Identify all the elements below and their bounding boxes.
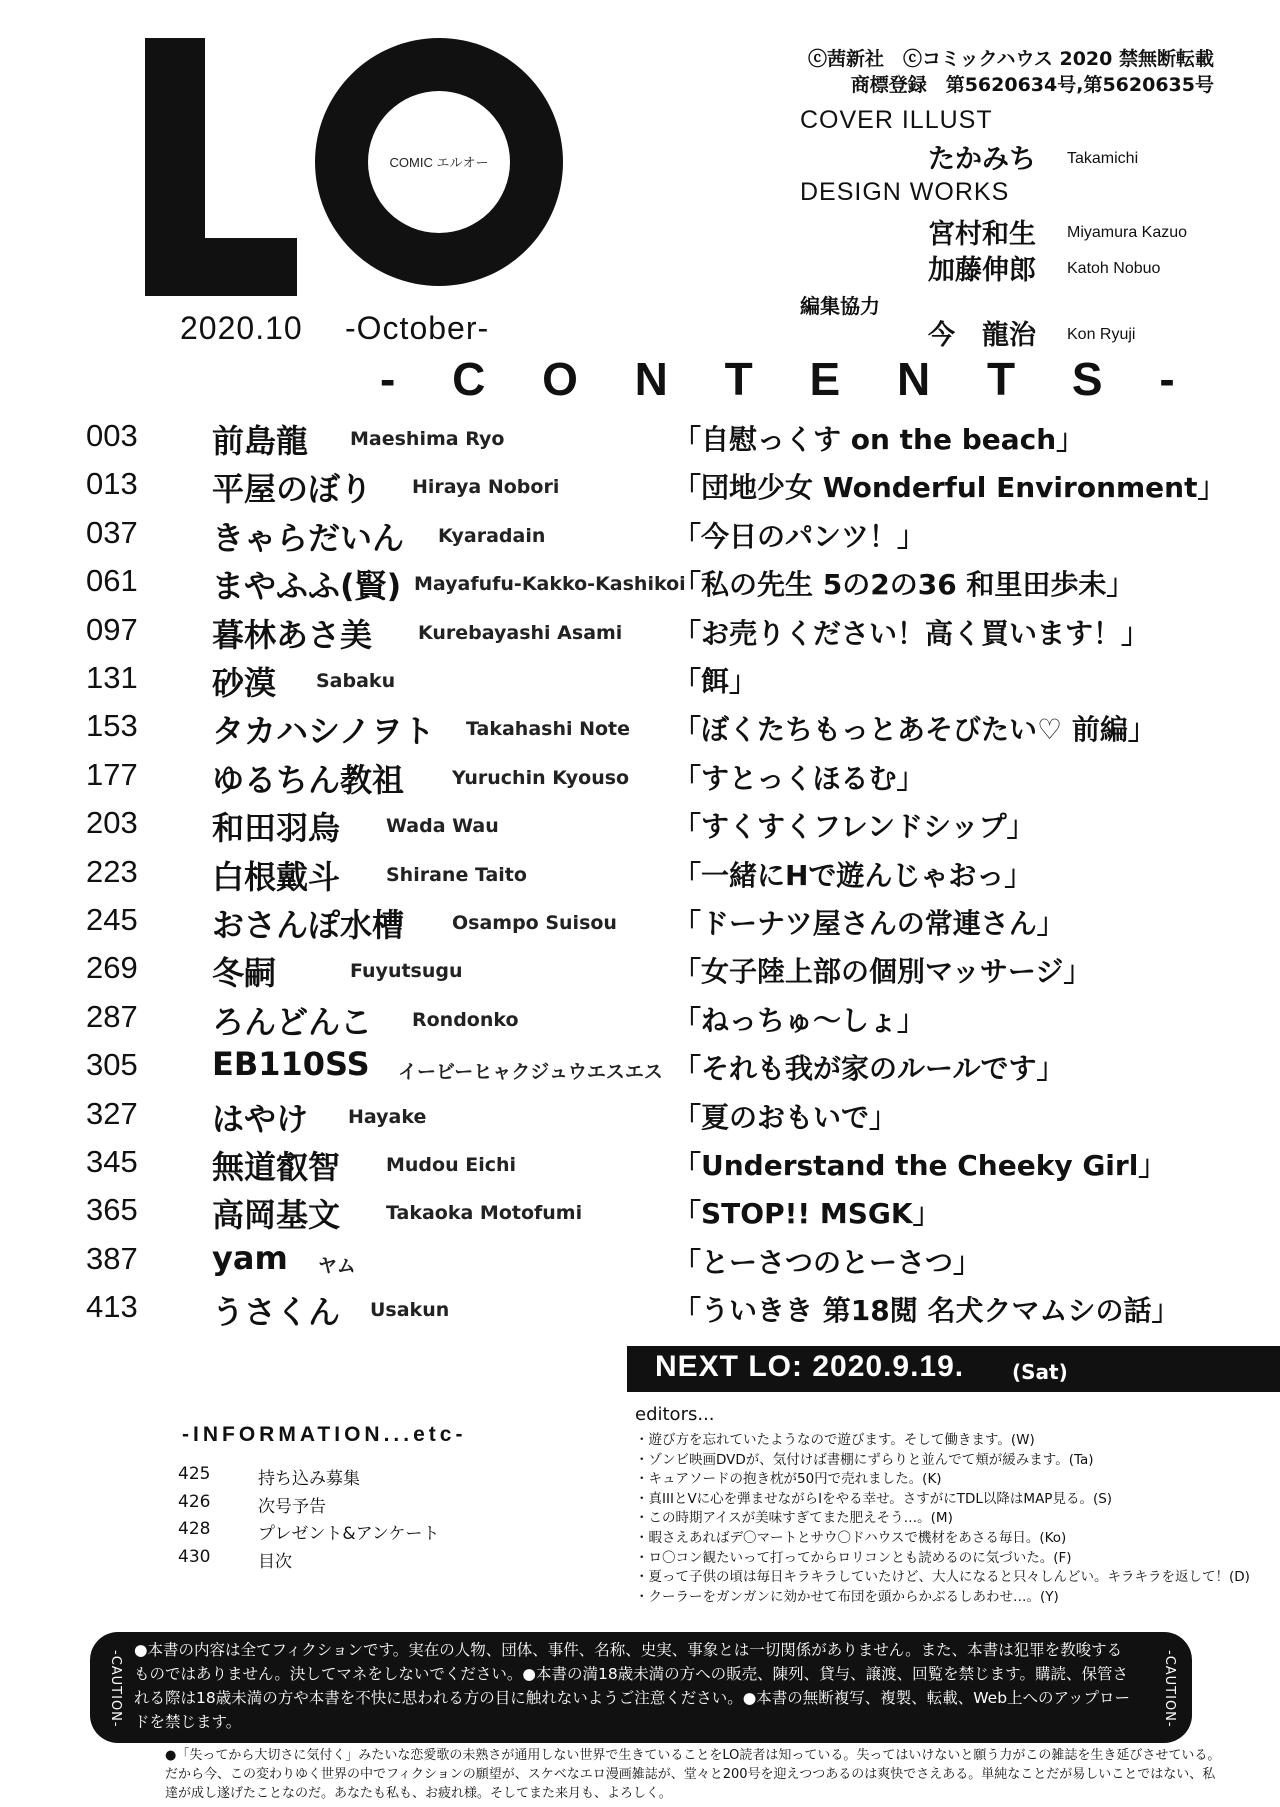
editorial-help-label: 編集協力	[800, 294, 880, 318]
issue-month: -October-	[345, 310, 490, 346]
contents-story-title: 「すくすくフレンドシップ」	[673, 810, 1035, 844]
information-page: 425	[178, 1464, 211, 1484]
contents-page-number: 365	[86, 1192, 138, 1228]
contents-author-roman: Wada Wau	[386, 815, 499, 838]
contents-page-number: 013	[86, 466, 138, 502]
contents-row	[0, 515, 1280, 563]
contents-author-roman: Kyaradain	[438, 524, 546, 547]
contents-author: ゆるちん教祖	[212, 760, 405, 799]
contents-story-title: 「ぼくたちもっとあそびたい♡ 前編」	[673, 713, 1156, 747]
contents-story-title: 「女子陸上部の個別マッサージ」	[673, 955, 1092, 989]
contents-author-roman: Hayake	[348, 1105, 427, 1128]
contents-row	[0, 1096, 1280, 1144]
contents-row	[0, 660, 1280, 708]
editor-comment: ・キュアソードの抱き枕が50円で売れました。(K)	[635, 1471, 942, 1488]
editor-comment: ・この時期アイスが美味すぎてまた肥えそう…。(M)	[635, 1510, 953, 1527]
information-page: 428	[178, 1519, 211, 1539]
editorial-help-name: 今 龍治	[928, 320, 1036, 351]
design-roman-1: Miyamura Kazuo	[1067, 224, 1188, 241]
contents-story-title: 「団地少女 Wonderful Environment」	[673, 471, 1226, 505]
contents-row	[0, 1238, 1280, 1289]
contents-page-number: 131	[86, 660, 138, 695]
contents-row	[0, 950, 1280, 998]
contents-author: 砂漠	[212, 664, 277, 702]
contents-row	[0, 1144, 1280, 1192]
contents-page-number: 327	[86, 1095, 138, 1131]
contents-page-number: 223	[86, 853, 138, 889]
editor-comment: ・ロ〇コン観たいって打ってからロリコンとも読めるのに気づいた。(F)	[635, 1549, 1072, 1566]
editor-comment: ・ゾンビ映画DVDが、気付けば書棚にずらりと並んでて頬が緩みます。(Ta)	[635, 1451, 1094, 1468]
contents-row	[0, 563, 1280, 611]
contents-author: 前島龍	[212, 422, 309, 460]
trademark-line: 商標登録 第5620634号,第5620635号	[850, 74, 1214, 96]
contents-author: 冬嗣	[212, 954, 277, 993]
contents-author: タカハシノヲト	[212, 712, 435, 751]
contents-row	[0, 708, 1280, 756]
information-item	[178, 1464, 558, 1491]
issue-date: 2020.10	[180, 310, 303, 346]
contents-story-title: 「今日のパンツ！」	[673, 519, 926, 553]
contents-author-roman: Mayafufu-Kakko-Kashikoi	[414, 573, 686, 596]
contents-page-number: 345	[86, 1144, 138, 1179]
contents-author-roman: Fuyutsugu	[350, 960, 463, 983]
contents-story-title: 「お売りください！高く買います！」	[673, 616, 1150, 650]
logo-subtitle: COMIC エルオー	[389, 155, 489, 170]
contents-page-number: 305	[86, 1047, 138, 1083]
contents-author-roman: Kurebayashi Asami	[418, 621, 623, 644]
contents-author: yam	[212, 1238, 288, 1277]
contents-row	[0, 1192, 1280, 1240]
design-name-2: 加藤伸郎	[928, 255, 1036, 286]
cover-illust-label: COVER ILLUST	[800, 106, 993, 134]
contents-page-number: 153	[86, 708, 138, 744]
editor-comment: ・遊び方を忘れていたようなので遊びます。そして働きます。(W)	[635, 1432, 1035, 1448]
contents-row	[0, 902, 1280, 950]
information-label: プレゼント&アンケート	[258, 1524, 440, 1544]
contents-story-title: 「Understand the Cheeky Girl」	[673, 1149, 1167, 1182]
contents-author-roman: Takaoka Motofumi	[386, 1202, 583, 1225]
contents-story-title: 「一緒にHで遊んじゃおっ」	[673, 858, 1033, 892]
editor-comment: ・クーラーをガンガンに効かせて布団を頭からかぶるしあわせ…。(Y)	[635, 1588, 1059, 1605]
design-roman-2: Katoh Nobuo	[1067, 260, 1161, 277]
information-item	[178, 1547, 558, 1574]
contents-story-title: 「ねっちゅ〜しょ」	[673, 1003, 926, 1037]
contents-row	[0, 805, 1280, 853]
contents-story-title: 「私の先生 5の2の36 和里田歩未」	[673, 568, 1135, 602]
contents-author: ろんどんこ	[212, 1002, 373, 1041]
contents-author: EB110SS	[212, 1045, 370, 1084]
contents-page-number: 003	[86, 418, 138, 453]
contents-author: 和田羽烏	[212, 809, 341, 848]
editor-comment: ・夏って子供の頃は毎日キラキラしていたけど、大人になると只々しんどい。キラキラを返して！(D)	[635, 1569, 1250, 1586]
contents-author-roman: Usakun	[370, 1299, 450, 1322]
contents-row	[0, 999, 1280, 1047]
information-label: 目次	[258, 1551, 292, 1572]
contents-author-roman: Sabaku	[316, 670, 396, 692]
contents-author-roman: Shirane Taito	[386, 863, 527, 886]
cover-illust-roman: Takamichi	[1067, 150, 1139, 167]
caution-side-right: -CAUTION-	[1162, 1650, 1177, 1728]
contents-page-number: 203	[86, 805, 138, 841]
contents-row	[0, 757, 1280, 805]
contents-story-title: 「餌」	[673, 665, 758, 698]
contents-story-title: 「すとっくほるむ」	[673, 761, 925, 795]
contents-story-title: 「自慰っくす on the beach」	[673, 423, 1085, 456]
contents-row	[0, 1047, 1280, 1095]
contents-author: 暮林あさ美	[212, 615, 373, 654]
contents-page-number: 245	[86, 902, 138, 937]
contents-heading: - C O N T E N T S -	[380, 353, 1197, 405]
contents-row	[0, 612, 1280, 660]
contents-story-title: 「夏のおもいで」	[673, 1100, 898, 1134]
contents-author: 白根戴斗	[212, 857, 341, 896]
contents-author: きゃらだいん	[212, 518, 405, 557]
contents-author: まやふふ(賢)	[212, 567, 402, 606]
logo-letter-l-foot	[145, 238, 297, 296]
contents-author-roman: Rondonko	[412, 1008, 519, 1031]
caution-side-left: -CAUTION-	[108, 1650, 123, 1728]
contents-story-title: 「それも我が家のルールです」	[673, 1052, 1065, 1086]
footer-message: ●「失ってから大切さに気付く」みたいな恋愛歌の未熟さが通用しない世界で生きていることをLO読者は知っている。失ってはいけないと願う力がこの雑誌を生き延びさせている。だから今、この変わりゆく世界の中でフィクションの願望が、スケベなエロ漫画雑誌が、堂々と200号を迎えつつあるのは爽快でさえある。単純なことだが易しいことではない、私達が成し遂げたことなのだ。あなたも私も、お疲れ様。そしてまた来月も、よろしく。	[165, 1748, 1221, 1801]
contents-story-title: 「STOP!! MSGK」	[673, 1197, 941, 1231]
contents-page-number: 287	[86, 998, 138, 1034]
caution-text: ●本書の内容は全てフィクションです。実在の人物、団体、事件、名称、史実、事象とは一切関係がありません。また、本書は犯罪を教唆するものではありません。決してマネをしないでください。●本書の満18歳未満の方への販売、陳列、貸与、譲渡、回覧を禁じます。購読、保管される際は18歳未満の方や本書を不快に思われる方の目に触れないようご注意ください。●本書の無断複写、複製、転載、Web上へのアップロードを禁じます。	[134, 1641, 1130, 1731]
design-name-1: 宮村和生	[928, 219, 1036, 250]
contents-row	[0, 418, 1280, 466]
information-item	[178, 1492, 558, 1519]
information-page: 430	[178, 1546, 211, 1567]
next-issue-day: (Sat)	[1012, 1360, 1068, 1384]
contents-author: はやけ	[212, 1099, 309, 1138]
contents-author: 高岡基文	[212, 1196, 341, 1235]
contents-story-title: 「ういきき 第18閲 名犬クマムシの話」	[673, 1294, 1180, 1328]
contents-author-roman: Yuruchin Kyouso	[452, 766, 630, 789]
contents-author-roman: Hiraya Nobori	[412, 476, 560, 499]
next-issue-date: NEXT LO: 2020.9.19.	[655, 1350, 965, 1383]
information-item	[178, 1519, 558, 1546]
editorial-help-roman: Kon Ryuji	[1067, 326, 1136, 343]
contents-author-roman: Takahashi Note	[466, 718, 631, 741]
contents-row	[0, 854, 1280, 902]
editor-comment: ・暇さえあればデ〇マートとサウ〇ドハウスで機材をあさる毎日。(Ko)	[635, 1530, 1067, 1546]
contents-author-roman: Osampo Suisou	[452, 912, 617, 934]
cover-illust-name: たかみち	[928, 144, 1036, 175]
contents-author-roman: Mudou Eichi	[386, 1154, 517, 1176]
contents-author: 無道叡智	[212, 1148, 341, 1186]
contents-story-title: 「とーさつのとーさつ」	[673, 1245, 982, 1279]
contents-author-roman: イービーヒャクジュウエスエス	[398, 1061, 663, 1084]
contents-author: 平屋のぼり	[212, 470, 373, 509]
information-label: 持ち込み募集	[258, 1469, 360, 1489]
contents-row	[0, 466, 1280, 514]
contents-page-number: 177	[86, 756, 138, 792]
contents-author: おさんぽ水槽	[212, 906, 405, 944]
contents-page-number: 413	[86, 1289, 138, 1325]
contents-page-number: 061	[86, 563, 138, 599]
information-page: 426	[178, 1491, 211, 1512]
information-heading: -INFORMATION...etc-	[182, 1423, 467, 1446]
copyright-line: ⓒ茜新社 ⓒコミックハウス 2020 禁無断転載	[807, 48, 1214, 70]
contents-page-number: 037	[86, 514, 138, 550]
contents-author-roman: Maeshima Ryo	[350, 428, 505, 450]
design-works-label: DESIGN WORKS	[800, 178, 1010, 206]
contents-page-number: 387	[86, 1240, 138, 1276]
information-label: 次号予告	[258, 1496, 326, 1517]
contents-author: うさくん	[212, 1293, 341, 1332]
contents-row	[0, 1289, 1280, 1337]
editor-comment: ・真IIIとVに心を弾ませながらIをやる幸せ。さすがにTDL以降はMAP見る。(S)	[635, 1490, 1113, 1507]
contents-page-number: 097	[86, 611, 138, 647]
contents-story-title: 「ドーナツ屋さんの常連さん」	[673, 907, 1065, 940]
editors-heading: editors...	[635, 1404, 715, 1425]
contents-author-roman: ヤム	[318, 1254, 356, 1277]
contents-page-number: 269	[86, 950, 138, 986]
